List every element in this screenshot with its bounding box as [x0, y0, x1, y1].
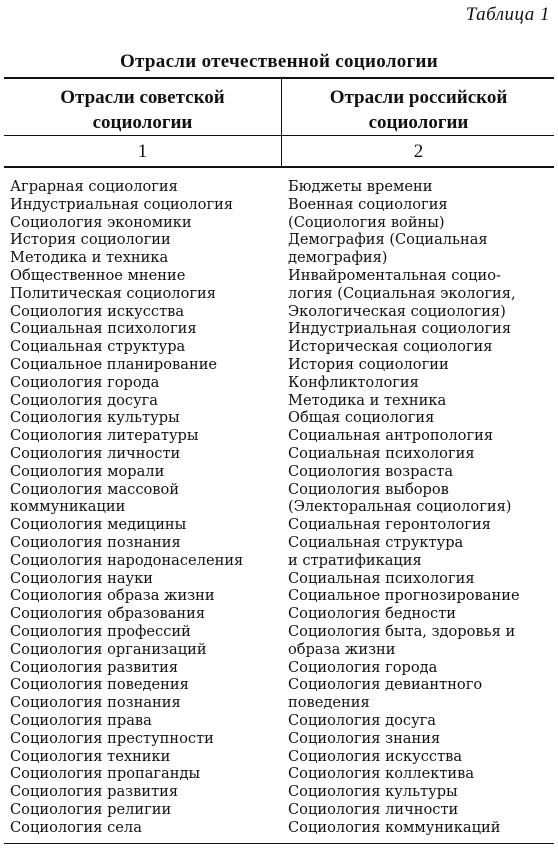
list-item: Методика и техника [10, 249, 169, 267]
list-item: Социология науки [10, 569, 153, 587]
list-item: Социология города [288, 658, 438, 676]
table-top-rule [4, 77, 554, 79]
list-item: Социология выборов [288, 480, 449, 498]
list-item: Социология бедности [288, 605, 457, 623]
list-item: Индустриальная социология [10, 195, 234, 213]
column-header-soviet [4, 85, 281, 135]
list-item: Социология личности [288, 800, 459, 818]
list-item: Общественное мнение [10, 266, 186, 284]
list-item: Социология религии [10, 800, 172, 818]
list-item: Историческая социология [288, 338, 493, 356]
list-item: Социология города [10, 373, 160, 391]
list-item: Социология преступности [10, 729, 214, 747]
list-item: Социология поведения [10, 676, 189, 694]
list-item: Социология медицины [10, 516, 187, 534]
column-header-russian [283, 85, 554, 135]
list-item: Социология культуры [288, 783, 458, 801]
list-item: Социальная геронтология [288, 516, 491, 534]
list-item: Демография (Социальная [288, 231, 488, 249]
list-item: Социология познания [10, 533, 181, 551]
list-item: Бюджеты времени [288, 178, 433, 195]
list-item: Социология литературы [10, 427, 199, 445]
table-number: Таблица 1 [465, 4, 550, 25]
list-item: Социология знания [288, 729, 441, 747]
list-item: История социологии [288, 355, 449, 373]
list-item: Аграрная социология [10, 178, 178, 195]
list-item: Инвайроментальная социо- [288, 266, 501, 284]
list-item: Социальная психология [288, 444, 475, 462]
list-item: Социальная антропология [288, 427, 494, 445]
list-item: Социология искусства [288, 747, 463, 765]
list-item: Социология профессий [10, 622, 191, 640]
list-item: Политическая социология [10, 284, 216, 302]
russian-branches-list [288, 178, 520, 836]
column-number-soviet: 1 [137, 141, 148, 162]
list-item: Социология массовой [10, 480, 180, 498]
list-item: Индустриальная социология [288, 320, 512, 338]
list-item: Социология морали [10, 462, 165, 480]
list-item: Социология досуга [288, 711, 437, 729]
list-item: Экологическая социология) [288, 302, 506, 320]
list-item: Социология коллектива [288, 765, 475, 783]
table-title: Отрасли отечественной социологии [119, 51, 439, 72]
list-item: поведения [288, 694, 370, 712]
list-item: Социальное планирование [10, 355, 218, 373]
number-row-rule [4, 166, 554, 168]
list-item: Социология коммуникаций [288, 818, 501, 836]
list-item: Социология образа жизни [10, 587, 215, 605]
list-item: Социология познания [10, 694, 181, 712]
column-header-russian-line1: Отрасли российской [329, 87, 508, 108]
column-header-soviet-line2: социологии [92, 112, 193, 133]
list-item: Социология техники [10, 747, 171, 765]
list-item: (Электоральная социология) [288, 498, 512, 516]
list-item: Социология экономики [10, 213, 192, 231]
list-item: Социальная психология [10, 320, 197, 338]
list-item: Социология искусства [10, 302, 185, 320]
list-item: образа жизни [288, 640, 396, 658]
list-item: Социология развития [10, 658, 179, 676]
column-header-soviet-line1: Отрасли советской [60, 87, 225, 108]
list-item: Социология села [10, 818, 142, 836]
list-item: Общая социология [288, 409, 435, 427]
list-item: (Социология войны) [288, 213, 445, 231]
list-item: логия (Социальная экология, [288, 284, 516, 302]
list-item: Конфликтология [288, 373, 419, 391]
list-item: Социология досуга [10, 391, 159, 409]
list-item: История социологии [10, 231, 171, 249]
list-item: Социология личности [10, 444, 181, 462]
list-item: Социология быта, здоровья и [288, 622, 516, 640]
list-item: Социальное прогнозирование [288, 587, 520, 605]
list-item: Социология права [10, 711, 152, 729]
column-divider [281, 78, 282, 167]
list-item: коммуникации [10, 498, 126, 516]
list-item: Социология девиантного [288, 676, 483, 694]
soviet-branches-list [10, 178, 243, 836]
column-header-russian-line2: социологии [368, 112, 469, 133]
list-item: и стратификация [288, 551, 422, 569]
list-item: Социология народонаселения [10, 551, 244, 569]
column-number-russian: 2 [413, 141, 424, 162]
list-item: Социология культуры [10, 409, 180, 427]
table-bottom-rule [4, 843, 554, 844]
list-item: Военная социология [288, 195, 448, 213]
list-item: Социология организаций [10, 640, 207, 658]
list-item: Социология образования [10, 605, 206, 623]
list-item: демография) [288, 249, 388, 267]
list-item: Социальная психология [288, 569, 475, 587]
list-item: Социология возраста [288, 462, 454, 480]
list-item: Социология развития [10, 783, 179, 801]
list-item: Методика и техника [288, 391, 447, 409]
list-item: Социология пропаганды [10, 765, 201, 783]
header-rule [4, 135, 554, 136]
list-item: Социальная структура [288, 533, 464, 551]
list-item: Социальная структура [10, 338, 186, 356]
